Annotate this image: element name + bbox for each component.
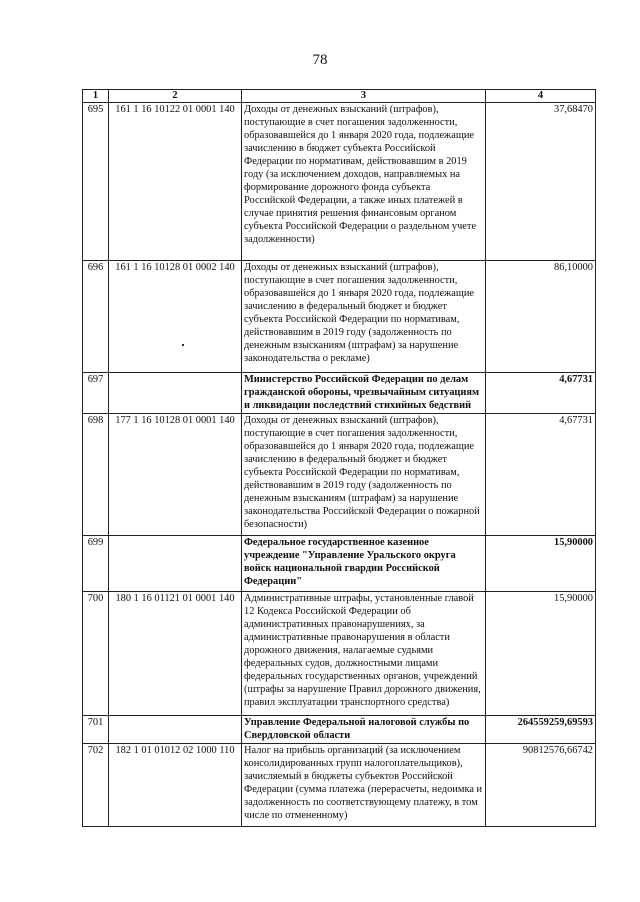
- table-row: [83, 716, 596, 744]
- row-number: 701: [83, 716, 109, 744]
- budget-code: 182 1 01 01012 02 1000 110: [109, 744, 242, 827]
- budget-code: 180 1 16 01121 01 0001 140: [109, 592, 242, 716]
- header-col-2: 2: [109, 90, 242, 103]
- table-row: [83, 373, 596, 414]
- row-description: Налог на прибыль организаций (за исключением консолидированных групп налогоплательщиков), зачисляемый в бюджеты субъектов Российской Федерации (сумма платежа (перерасчеты, недоимка и задолженность по соответствующему платежу, в том числе по отмененному): [242, 744, 486, 827]
- row-description: Доходы от денежных взысканий (штрафов), поступающие в счет погашения задолженности, образовавшейся до 1 января 2020 года, подлежащие зачислению в федеральный бюджет и бюджет субъекта Российской Федерации по нормативам, действовавшим в 2019 году (задолженность по денежным взысканиям (штрафам) за нарушение законодательства Российской Федерации о пожарной безопасности): [242, 414, 486, 536]
- row-amount: 15,90000: [486, 592, 596, 716]
- row-amount: 264559259,69593: [486, 716, 596, 744]
- table-row: [83, 414, 596, 536]
- row-number: 695: [83, 103, 109, 261]
- row-number: 700: [83, 592, 109, 716]
- row-amount: 4,67731: [486, 373, 596, 414]
- row-amount: 90812576,66742: [486, 744, 596, 827]
- header-col-4: 4: [486, 90, 596, 103]
- row-description: Министерство Российской Федерации по делам гражданской обороны, чрезвычайным ситуациям и ликвидации последствий стихийных бедствий: [242, 373, 486, 414]
- table-row: [83, 536, 596, 592]
- budget-code: 161 1 16 10122 01 0001 140: [109, 103, 242, 261]
- budget-revenue-table: [82, 89, 596, 827]
- stray-dot: [182, 344, 184, 346]
- header-col-3: 3: [242, 90, 486, 103]
- row-number: 702: [83, 744, 109, 827]
- row-amount: 37,68470: [486, 103, 596, 261]
- row-number: 698: [83, 414, 109, 536]
- budget-code: 177 1 16 10128 01 0001 140: [109, 414, 242, 536]
- budget-code: [109, 716, 242, 744]
- header-col-1: 1: [83, 90, 109, 103]
- row-description: Доходы от денежных взысканий (штрафов), поступающие в счет погашения задолженности, образовавшейся до 1 января 2020 года, подлежащие зачислению в бюджет субъекта Российской Федерации по нормативам, действовавшим в 2019 году (за исключением доходов, направляемых на формирование дорожного фонда субъекта Российской Федерации, а также иных платежей в случае принятия решения финансовым органом субъекта Российской Федерации о раздельном учете задолженности): [242, 103, 486, 261]
- table-row: [83, 103, 596, 261]
- table-row: [83, 592, 596, 716]
- row-number: 699: [83, 536, 109, 592]
- budget-code: [109, 373, 242, 414]
- table-header-row: [83, 90, 596, 103]
- row-number: 697: [83, 373, 109, 414]
- row-description: Управление Федеральной налоговой службы по Свердловской области: [242, 716, 486, 744]
- row-number: 696: [83, 261, 109, 373]
- row-amount: 86,10000: [486, 261, 596, 373]
- row-amount: 15,90000: [486, 536, 596, 592]
- table-row: [83, 261, 596, 373]
- page-number: 78: [312, 52, 328, 68]
- row-description: Административные штрафы, установленные главой 12 Кодекса Российской Федерации об административных правонарушениях, за административные правонарушения в области дорожного движения, налагаемые судьями федеральных судов, должностными лицами федеральных государственных органов, учреждений (штрафы за нарушение Правил дорожного движения, правил эксплуатации транспортного средства): [242, 592, 486, 716]
- row-description: Доходы от денежных взысканий (штрафов), поступающие в счет погашения задолженности, образовавшейся до 1 января 2020 года, подлежащие зачислению в федеральный бюджет и бюджет субъекта Российской Федерации по нормативам, действовавшим в 2019 году (задолженность по денежным взысканиям (штрафам) за нарушение законодательства о рекламе): [242, 261, 486, 373]
- table-row: [83, 744, 596, 827]
- row-description: Федеральное государственное казенное учреждение "Управление Уральского округа войск национальной гвардии Российской Федерации": [242, 536, 486, 592]
- budget-code: 161 1 16 10128 01 0002 140: [109, 261, 242, 373]
- row-amount: 4,67731: [486, 414, 596, 536]
- budget-code: [109, 536, 242, 592]
